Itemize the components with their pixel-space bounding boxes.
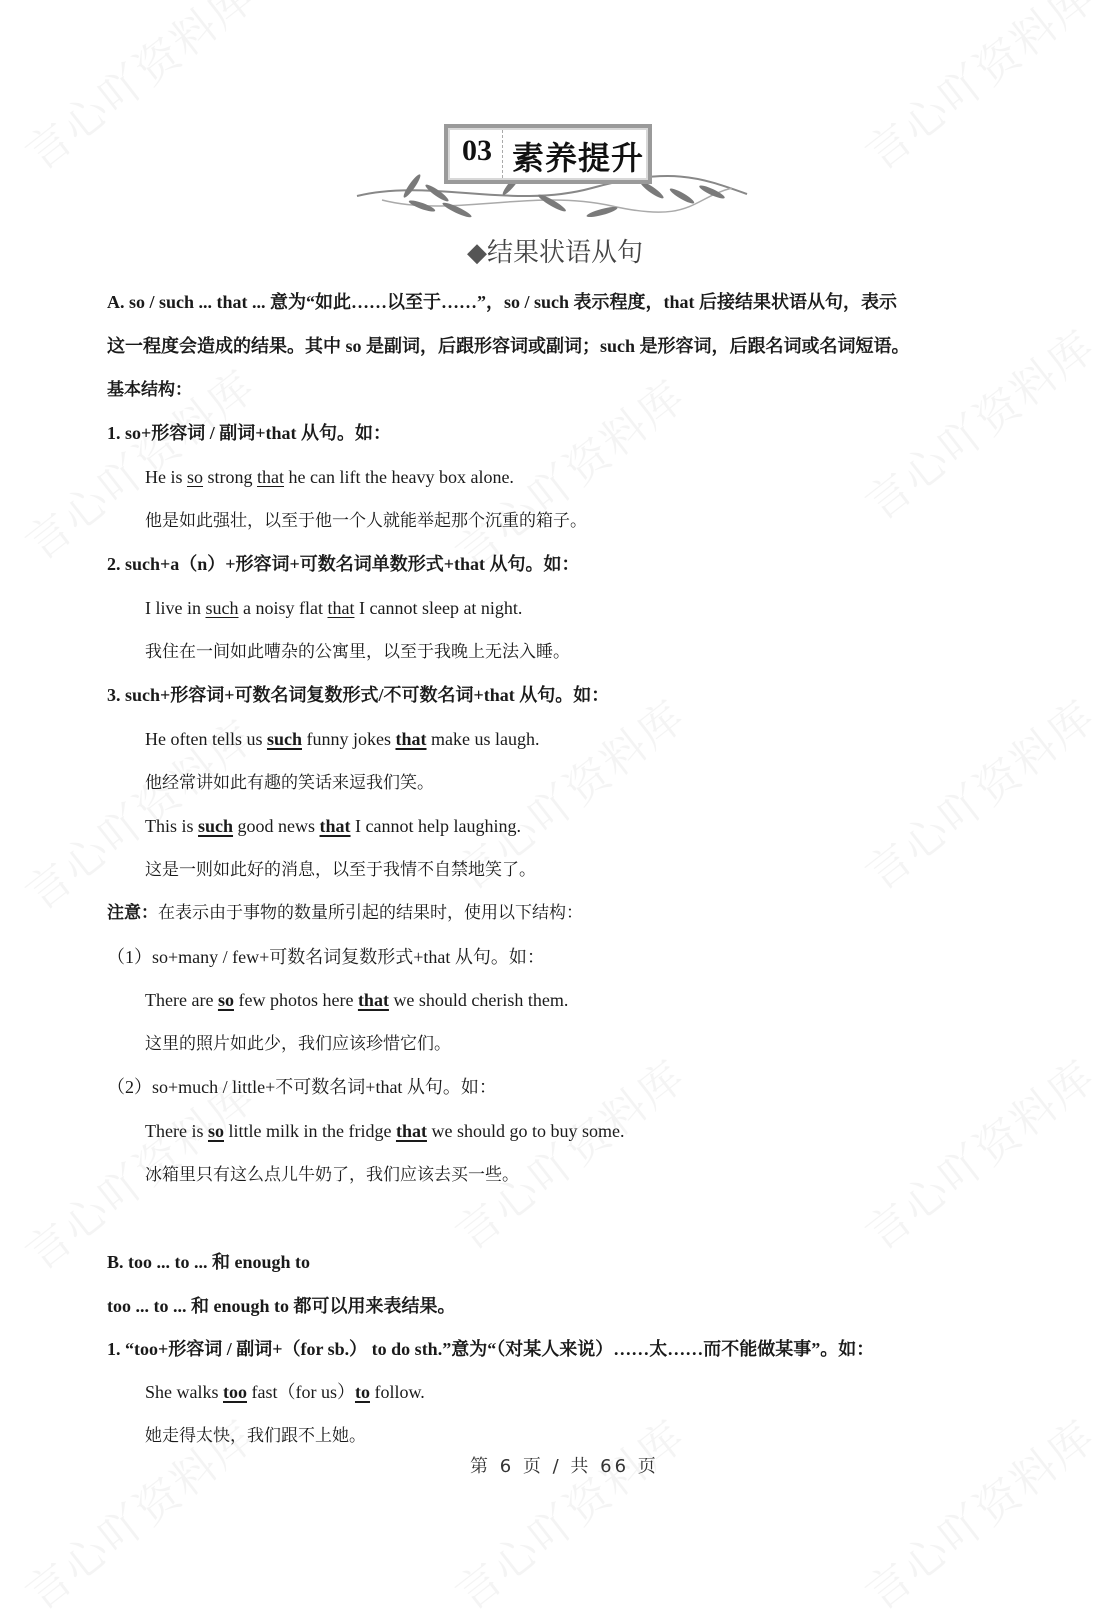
example-translation: 这是一则如此好的消息，以至于我情不自禁地笑了。 <box>145 860 536 880</box>
sub-rule-2: （2）so+much / little+不可数名词+that 从句。如： <box>107 1077 497 1097</box>
watermark <box>850 0 1107 182</box>
example-sentence: There is so little milk in the fridge that we should go to buy some. <box>145 1121 625 1141</box>
part-a-intro-line1: A. so / such ... that ... 意为“如此……以至于……”，so / such 表示程度，that 后接结果状语从句，表示 <box>107 292 898 312</box>
watermark <box>10 0 267 182</box>
rule-3: 3. such+形容词+可数名词复数形式/不可数名词+that 从句。如： <box>107 685 610 705</box>
note: 注意：在表示由于事物的数量所引起的结果时，使用以下结构： <box>107 903 583 923</box>
watermark <box>850 1402 1107 1622</box>
example-sentence: He is so strong that he can lift the heavy box alone. <box>145 467 514 487</box>
section-title-text: 结果状语从句 <box>486 238 643 268</box>
sub-rule-1: （1）so+many / few+可数名词复数形式+that 从句。如： <box>107 947 545 967</box>
example-translation: 他是如此强壮，以至于他一个人就能举起那个沉重的箱子。 <box>145 511 587 531</box>
rule-2: 2. such+a（n）+形容词+可数名词单数形式+that 从句。如： <box>107 554 580 574</box>
part-b-intro: too ... to ... 和 enough to 都可以用来表结果。 <box>107 1296 456 1316</box>
rule-1: 1. so+形容词 / 副词+that 从句。如： <box>107 423 392 443</box>
diamond-icon: ◆ <box>466 238 487 268</box>
example-translation: 冰箱里只有这么点儿牛奶了，我们应该去买一些。 <box>145 1165 519 1185</box>
example-sentence: She walks too fast（for us）to follow. <box>145 1382 425 1402</box>
section-banner <box>352 118 752 218</box>
example-translation: 他经常讲如此有趣的笑话来逗我们笑。 <box>145 773 434 793</box>
example-sentence: He often tells us such funny jokes that make us laugh. <box>145 729 540 749</box>
banner-divider <box>502 130 503 178</box>
watermark <box>440 1402 697 1622</box>
basic-structure-label: 基本结构： <box>107 380 192 400</box>
part-a-intro-line2: 这一程度会造成的结果。其中 so 是副词，后跟形容词或副词；such 是形容词，后跟名词或名词短语。 <box>107 336 910 356</box>
part-b-heading: B. too ... to ... 和 enough to <box>107 1252 311 1272</box>
watermark <box>850 1042 1107 1262</box>
part-b-rule-1: 1. “too+形容词 / 副词+（for sb.） to do sth.”意为“（对某人来说）……太……而不能做某事”。如： <box>107 1339 875 1359</box>
example-translation: 这里的照片如此少，我们应该珍惜它们。 <box>145 1034 451 1054</box>
banner-box <box>444 124 652 184</box>
example-translation: 我住在一间如此嘈杂的公寓里，以至于我晚上无法入睡。 <box>145 642 570 662</box>
banner-title: 素养提升 <box>512 139 645 177</box>
page-footer: 第 6 页 / 共 66 页 <box>470 1456 659 1477</box>
watermark <box>850 682 1107 902</box>
example-sentence: This is such good news that I cannot help laughing. <box>145 816 521 836</box>
section-title <box>0 232 1110 269</box>
example-sentence: There are so few photos here that we should cherish them. <box>145 990 569 1010</box>
banner-number: 03 <box>462 134 492 167</box>
example-translation: 她走得太快，我们跟不上她。 <box>145 1426 366 1446</box>
example-sentence: I live in such a noisy flat that I cannot sleep at night. <box>145 598 523 618</box>
